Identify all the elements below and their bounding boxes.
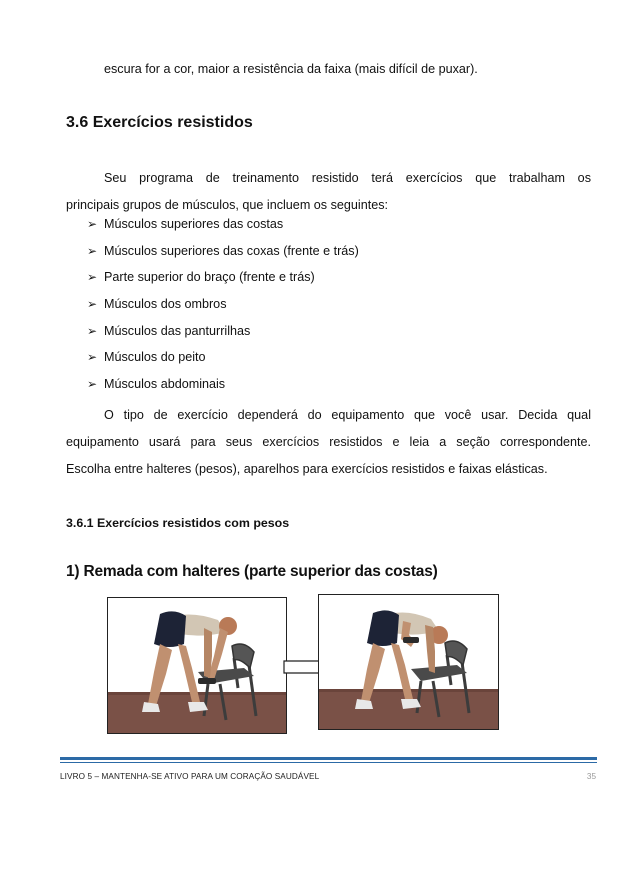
list-item xyxy=(87,377,226,391)
list-item-label: Músculos abdominais xyxy=(104,377,226,391)
arrow-bullet-icon: ➢ xyxy=(87,217,98,231)
list-item-label: Músculos das panturrilhas xyxy=(104,324,251,338)
list-item xyxy=(87,270,315,284)
arrow-bullet-icon: ➢ xyxy=(87,270,98,284)
list-item xyxy=(87,297,227,311)
list-item xyxy=(87,244,359,258)
muscle-group-list xyxy=(87,217,524,407)
list-item xyxy=(87,350,206,364)
exercise-end-illustration xyxy=(319,595,498,729)
arrow-bullet-icon: ➢ xyxy=(87,350,98,364)
paragraph-2-line-1: O tipo de exercício dependerá do equipamento que você usar. Decida qual xyxy=(104,408,591,422)
paragraph-1-line-1: Seu programa de treinamento resistido terá exercícios que trabalham os xyxy=(104,171,591,185)
paragraph-2-line-3: Escolha entre halteres (pesos), aparelhos para exercícios resistidos e faixas elásticas. xyxy=(66,462,548,476)
list-item xyxy=(87,324,251,338)
arrow-bullet-icon: ➢ xyxy=(87,377,98,391)
list-item-label: Músculos do peito xyxy=(104,350,206,364)
list-item-label: Músculos superiores das costas xyxy=(104,217,284,231)
footer-rule-thin xyxy=(60,762,597,763)
exercise-start-illustration xyxy=(108,598,286,733)
arrow-bullet-icon: ➢ xyxy=(87,324,98,338)
list-item xyxy=(87,217,284,231)
exercise-photo-end xyxy=(318,594,499,730)
subsection-heading: 3.6.1 Exercícios resistidos com pesos xyxy=(66,516,290,530)
exercise-heading: 1) Remada com halteres (parte superior das costas) xyxy=(66,563,438,580)
intro-tail-text: escura for a cor, maior a resistência da faixa (mais difícil de puxar). xyxy=(104,62,478,76)
list-item-label: Músculos dos ombros xyxy=(104,297,227,311)
page-number: 35 xyxy=(586,772,596,781)
arrow-bullet-icon: ➢ xyxy=(87,244,98,258)
section-heading: 3.6 Exercícios resistidos xyxy=(66,114,253,131)
paragraph-2-line-2: equipamento usará para seus exercícios resistidos e leia a seção correspondente. xyxy=(66,435,591,449)
exercise-photo-start xyxy=(107,597,287,734)
footer-rule-thick xyxy=(60,757,597,760)
arrow-bullet-icon: ➢ xyxy=(87,297,98,311)
footer-book-title: LIVRO 5 – MANTENHA-SE ATIVO PARA UM CORAÇÃO SAUDÁVEL xyxy=(60,772,320,781)
paragraph-1-line-2: principais grupos de músculos, que incluem os seguintes: xyxy=(66,198,389,212)
list-item-label: Músculos superiores das coxas (frente e trás) xyxy=(104,244,359,258)
list-item-label: Parte superior do braço (frente e trás) xyxy=(104,270,315,284)
